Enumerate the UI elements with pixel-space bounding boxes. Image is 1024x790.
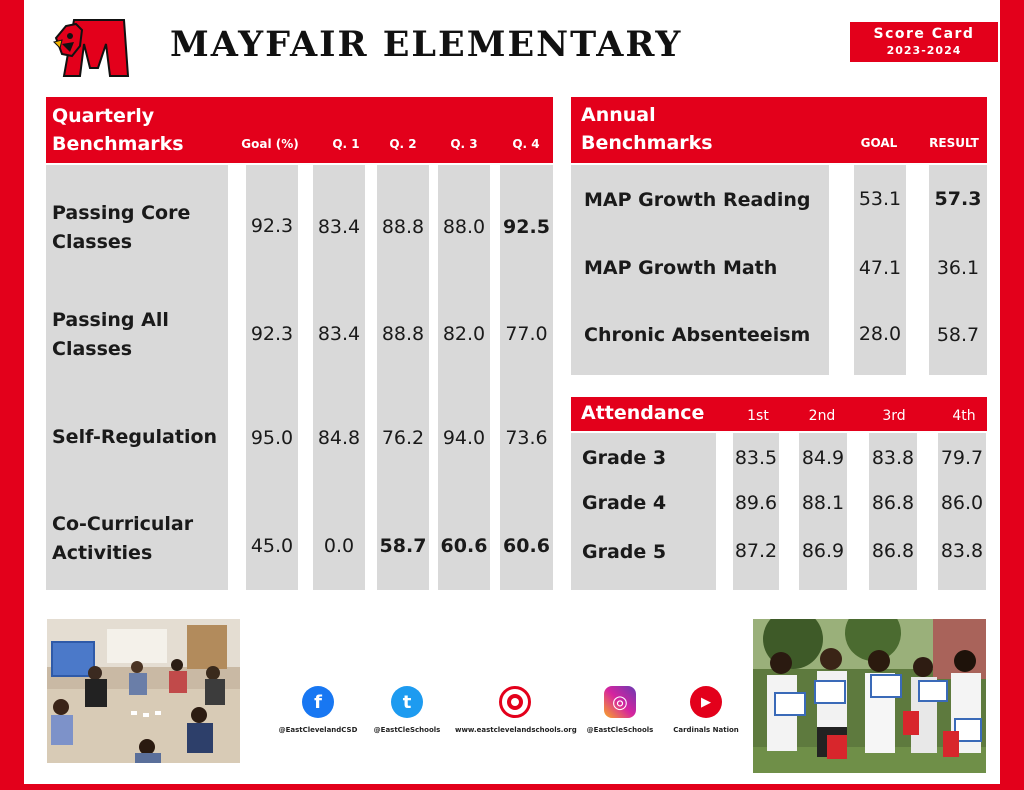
quarterly-cell: 94.0: [442, 427, 486, 449]
attendance-cell: 84.9: [801, 447, 845, 469]
scorecard-badge: [850, 22, 998, 62]
quarterly-cell: 77.0: [505, 323, 548, 345]
district-seal-icon: [499, 686, 531, 718]
twitter-handle: @EastCleSchools: [373, 726, 441, 734]
bottom-border-stripe: [0, 784, 1024, 790]
quarterly-col-q2: Q. 2: [389, 137, 417, 151]
attendance-header: [571, 397, 987, 431]
attendance-row-label: Grade 3: [582, 447, 667, 469]
attendance-cell: 83.8: [940, 540, 984, 562]
quarterly-cell: 92.5: [503, 216, 550, 238]
instagram-handle: @EastCleSchools: [586, 726, 654, 734]
attendance-col-4th: 4th: [952, 408, 976, 424]
quarterly-cell: 82.0: [442, 323, 486, 345]
quarterly-row-label: Passing Core Classes: [52, 202, 191, 253]
quarterly-cell: 95.0: [250, 427, 294, 449]
attendance-cell: 89.6: [734, 492, 778, 514]
facebook-icon: f: [302, 686, 334, 718]
quarterly-cell: 45.0: [250, 535, 294, 557]
social-twitter[interactable]: [367, 686, 447, 734]
quarterly-title-line2: Benchmarks: [52, 133, 184, 155]
annual-col-result: RESULT: [929, 136, 979, 150]
quarterly-cell: 76.2: [381, 427, 425, 449]
annual-title-line2: Benchmarks: [581, 132, 713, 154]
social-youtube[interactable]: [666, 686, 746, 734]
attendance-cell: 83.5: [734, 447, 778, 469]
quarterly-cell: 60.6: [503, 535, 550, 557]
attendance-row-label: Grade 5: [582, 541, 667, 563]
students-photo: [753, 619, 986, 773]
quarterly-cell: 83.4: [317, 323, 361, 345]
instagram-icon: ◎: [604, 686, 636, 718]
youtube-channel: Cardinals Nation: [673, 726, 739, 734]
quarterly-benchmarks-header: [46, 97, 553, 163]
attendance-cell: 86.8: [871, 492, 915, 514]
left-border-stripe: [0, 0, 24, 790]
attendance-col-1st: 1st: [747, 408, 769, 424]
quarterly-cell: 0.0: [323, 535, 355, 557]
scorecard-year: 2023-2024: [886, 44, 962, 57]
attendance-row-label: Grade 4: [582, 492, 667, 514]
quarterly-cell: 84.8: [317, 427, 361, 449]
attendance-cell: 86.0: [940, 492, 984, 514]
attendance-title: Attendance: [581, 402, 705, 424]
twitter-icon: t: [391, 686, 423, 718]
quarterly-row-label: Co-Curricular Activities: [52, 513, 194, 564]
social-website[interactable]: [455, 686, 575, 734]
quarterly-cell: 73.6: [505, 427, 548, 449]
quarterly-col-q3: Q. 3: [450, 137, 478, 151]
quarterly-cell: 92.3: [250, 215, 294, 237]
attendance-cell: 83.8: [871, 447, 915, 469]
annual-goal-cell: 47.1: [858, 257, 902, 279]
annual-goal-cell: 28.0: [858, 323, 902, 345]
social-instagram[interactable]: [580, 686, 660, 734]
social-facebook[interactable]: [278, 686, 358, 734]
quarterly-cell: 60.6: [440, 535, 488, 557]
annual-result-cell: 58.7: [936, 324, 980, 346]
quarterly-cell: 83.4: [317, 216, 361, 238]
annual-row-label: Chronic Absenteeism: [584, 324, 811, 346]
attendance-col-3rd: 3rd: [882, 408, 906, 424]
annual-result-cell: 57.3: [934, 188, 982, 210]
attendance-cell: 79.7: [940, 447, 984, 469]
annual-title-line1: Annual: [581, 104, 656, 126]
annual-row-label: MAP Growth Reading: [584, 189, 811, 211]
quarterly-col-q4: Q. 4: [512, 137, 540, 151]
scorecard-title: Score Card: [873, 26, 975, 42]
quarterly-cell: 92.3: [250, 323, 294, 345]
attendance-cell: 87.2: [734, 540, 778, 562]
cardinal-logo: [52, 16, 132, 80]
annual-col-goal: GOAL: [860, 136, 898, 150]
quarterly-row-label: Passing All Classes: [52, 309, 169, 360]
annual-goal-cell: 53.1: [858, 188, 902, 210]
attendance-cell: 86.8: [871, 540, 915, 562]
quarterly-cell: 88.8: [381, 216, 425, 238]
attendance-col-2nd: 2nd: [808, 408, 836, 424]
facebook-handle: @EastClevelandCSD: [278, 726, 358, 734]
attendance-cell: 88.1: [801, 492, 845, 514]
quarterly-title-line1: Quarterly: [52, 105, 155, 127]
annual-row-label: MAP Growth Math: [584, 257, 778, 279]
quarterly-cell: 88.0: [442, 216, 486, 238]
attendance-cell: 86.9: [801, 540, 845, 562]
classroom-photo: [47, 619, 240, 763]
quarterly-cell: 88.8: [381, 323, 425, 345]
annual-result-cell: 36.1: [936, 257, 980, 279]
quarterly-col-q1: Q. 1: [332, 137, 360, 151]
website-url: www.eastclevelandschools.org: [455, 726, 577, 734]
quarterly-row-label: Self-Regulation: [52, 426, 218, 448]
school-title: MAYFAIR ELEMENTARY: [170, 24, 683, 65]
youtube-icon: ▶: [690, 686, 722, 718]
right-border-stripe: [1000, 0, 1024, 790]
annual-benchmarks-header: [571, 97, 987, 163]
quarterly-col-goal: Goal (%): [241, 137, 299, 151]
quarterly-cell: 58.7: [379, 535, 427, 557]
